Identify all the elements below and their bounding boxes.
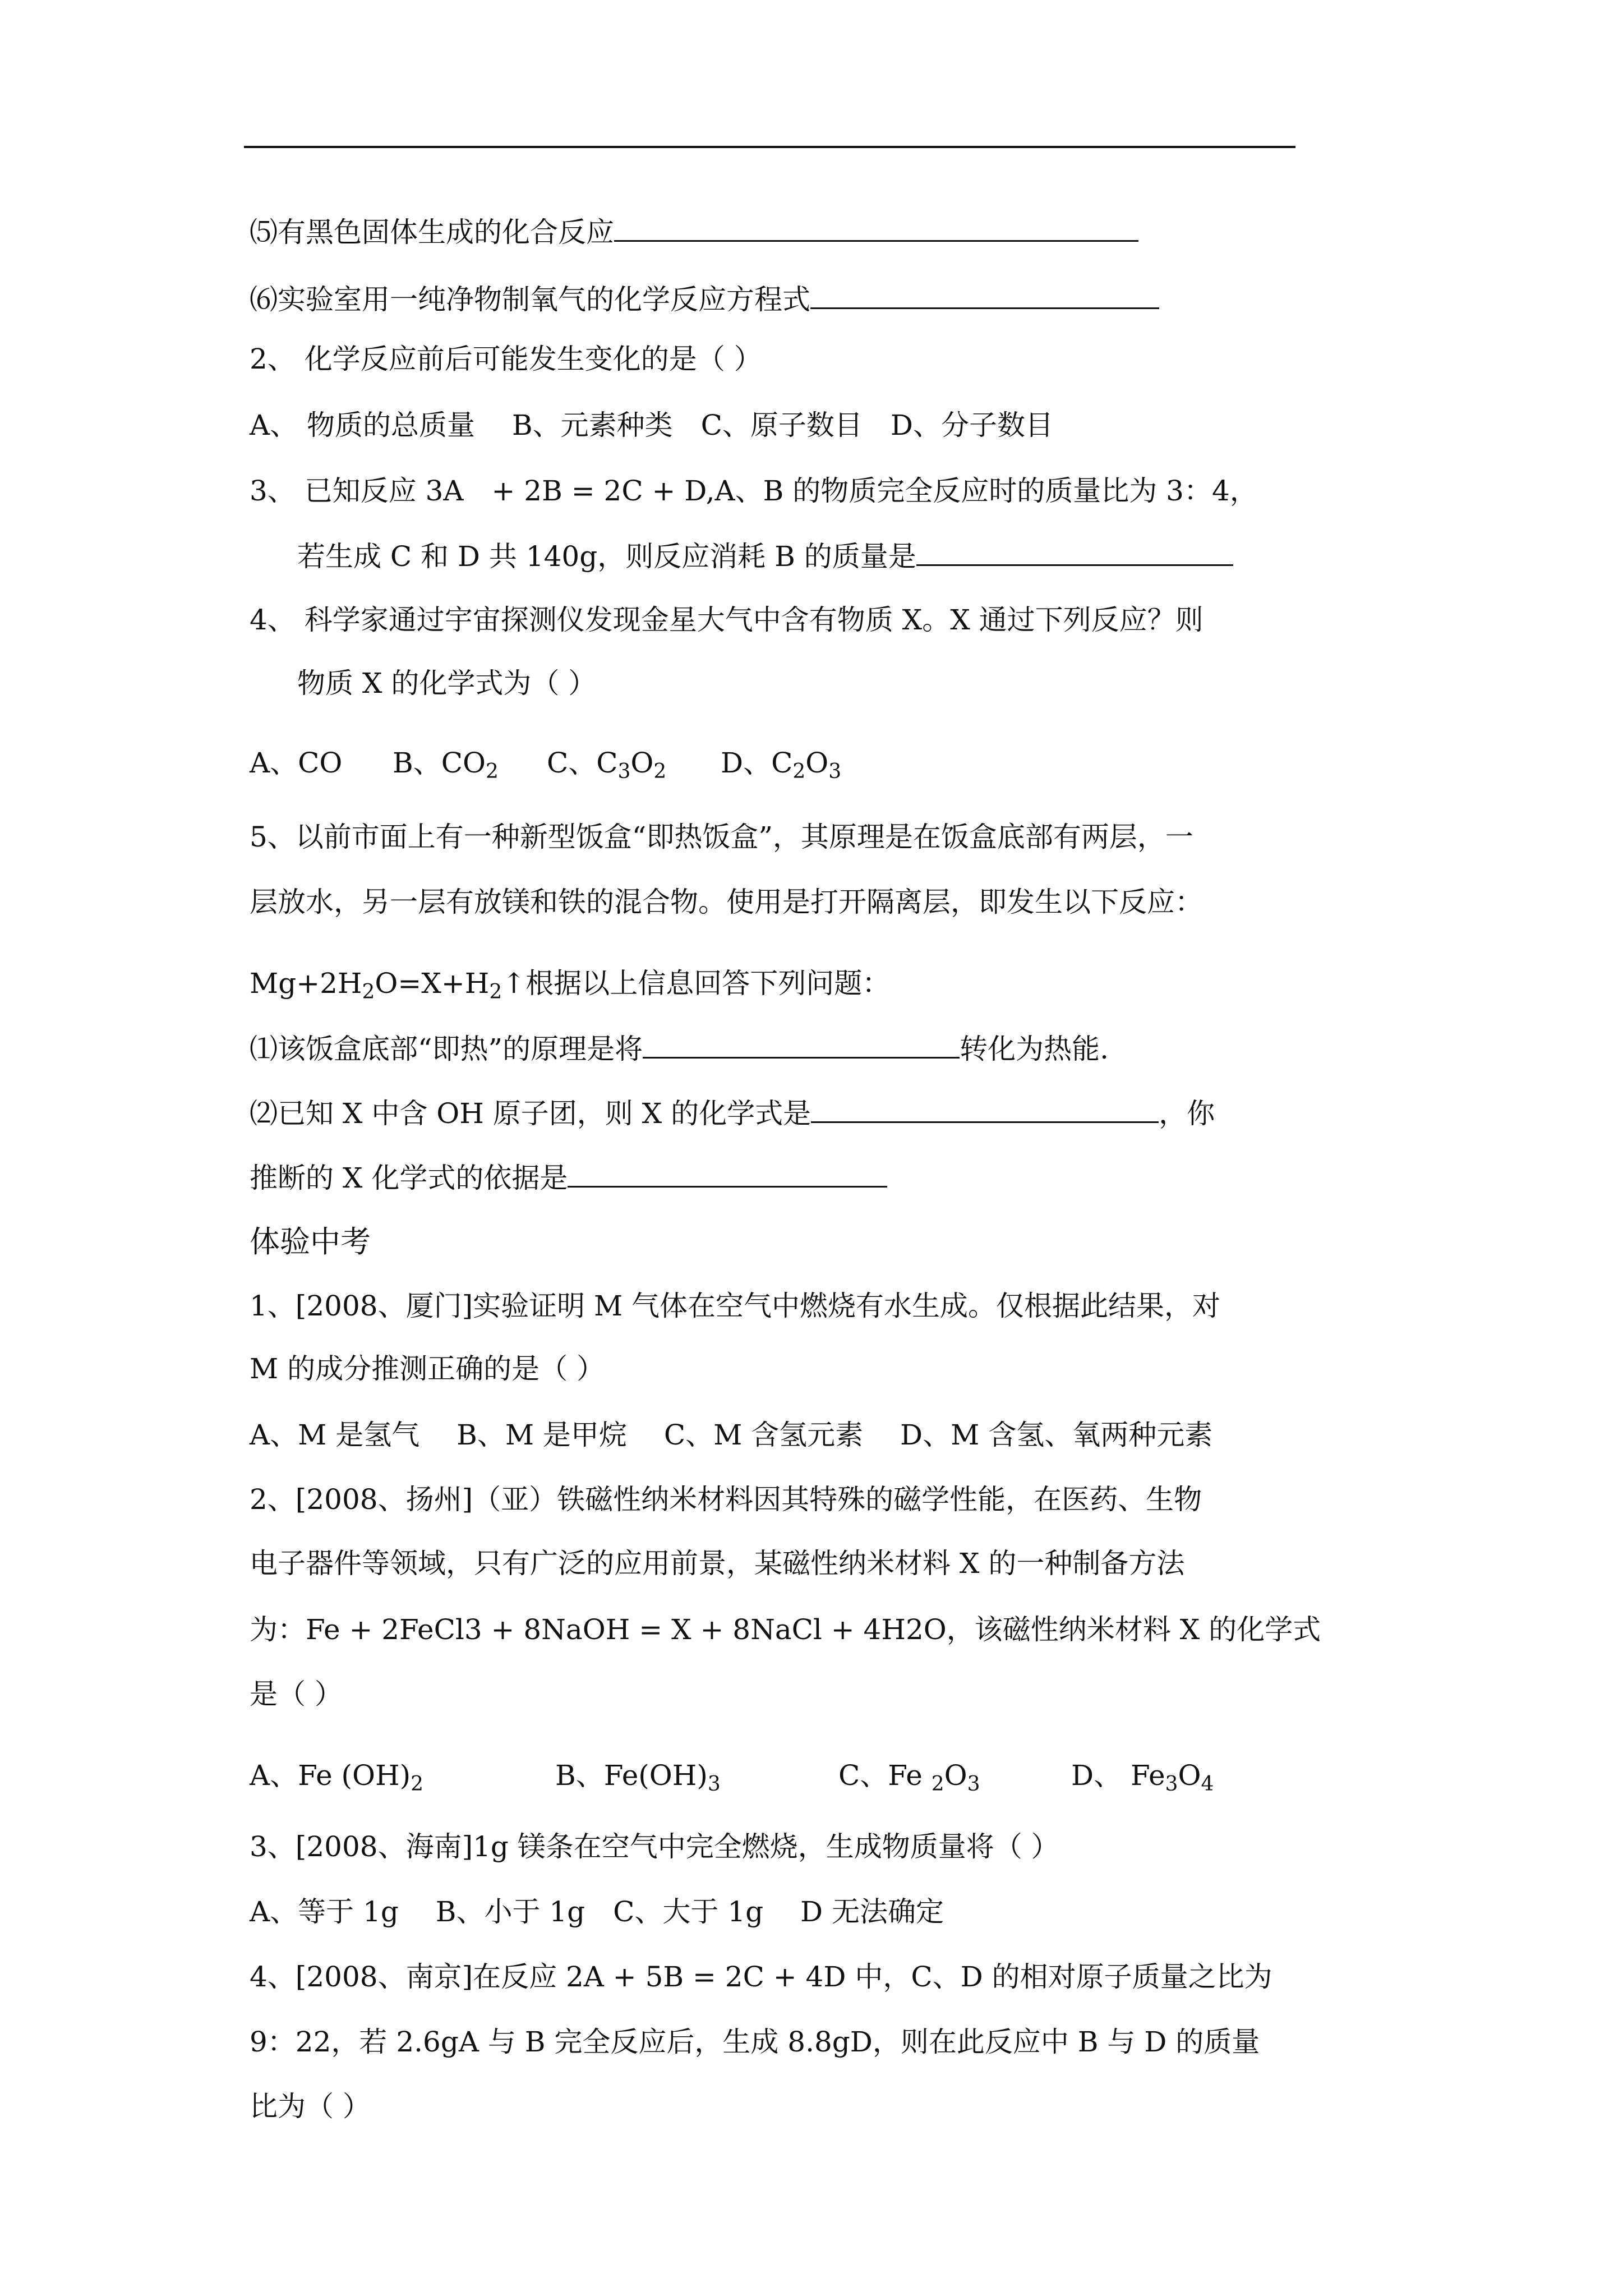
zk1-line1: 1、[2008、厦门]实验证明 M 气体在空气中燃烧有水生成。仅根据此结果，对 [250, 1290, 1221, 1322]
question-6-line [250, 282, 1159, 315]
section-heading: 体验中考 [250, 1224, 371, 1259]
zk4-line2: 9：22，若 2.6gA 与 B 完全反应后，生成 8.8gD，则在此反应中 B 与 D 的质量 [250, 2026, 1260, 2058]
question-text: ，你 [1159, 1097, 1215, 1130]
q5-sub1 [250, 1031, 1109, 1065]
q4-option-b: B、$CO_2$ [393, 747, 499, 783]
q3-line2 [297, 539, 1233, 572]
q5-sub2-line2 [250, 1160, 887, 1194]
answer-blank[interactable] [568, 1160, 887, 1188]
q4-line1: 4、 科学家通过宇宙探测仪发现金星大气中含有物质 X。X 通过下列反应？则 [250, 604, 1204, 636]
question-text: ⑹实验室用一纯净物制氧气的化学反应方程式 [250, 283, 810, 316]
zk2-option-d: D、 $Fe_3O_4$ [1071, 1759, 1214, 1796]
zk2-option-a: A、Fe $(OH)_2$ [250, 1759, 424, 1796]
q4-option-d: D、$C_2O_3$ [721, 747, 842, 783]
question-text: ⑵已知 X 中含 OH 原子团，则 X 的化学式是 [250, 1097, 811, 1130]
q5-sub2 [250, 1096, 1215, 1129]
q5-line2: 层放水，另一层有放镁和铁的混合物。使用是打开隔离层，即发生以下反应： [250, 886, 1203, 918]
zk4-line3: 比为（ ） [250, 2090, 371, 2123]
q2-stem: 2、 化学反应前后可能发生变化的是（ ） [250, 343, 762, 375]
zk4-line1: 4、[2008、南京]在反应 2A + 5B = 2C + 4D 中，C、D 的相对原子质量之比为 [250, 1961, 1272, 1993]
question-text: ⑸有黑色固体生成的化合反应 [250, 216, 614, 249]
q5-line1: 5、以前市面上有一种新型饭盒“即热饭盒”，其原理是在饭盒底部有两层，一 [250, 821, 1193, 853]
zk1-options: A、M 是氢气 B、M 是甲烷 C、M 含氢元素 D、M 含氢、氧两种元素 [250, 1419, 1213, 1451]
header-rule [244, 146, 1295, 148]
zk3-line1: 3、[2008、海南]1g 镁条在空气中完全燃烧，生成物质量将（ ） [250, 1830, 1059, 1863]
answer-blank[interactable] [916, 539, 1233, 566]
zk2-line4: 是（ ） [250, 1678, 343, 1710]
zk1-line2: M 的成分推测正确的是（ ） [250, 1352, 605, 1385]
zk2-option-c: C、Fe $_2O_3$ [838, 1759, 980, 1796]
answer-blank[interactable] [643, 1031, 960, 1059]
q5-equation: $Mg+2H_2O=X+H_2↑$根据以上信息回答下列问题： [250, 967, 891, 1004]
q2-options: A、 物质的总质量 B、元素种类 C、原子数目 D、分子数目 [250, 409, 1053, 441]
q3-line1: 3、 已知反应 3A + 2B = 2C + D,A、B 的物质完全反应时的质量比为 3：4， [250, 475, 1258, 507]
zk2-line1: 2、[2008、扬州]（亚）铁磁性纳米材料因其特殊的磁学性能，在医药、生物 [250, 1483, 1202, 1516]
zk2-line3: 为：Fe + 2FeCl3 + 8NaOH = X + 8NaCl + 4H2O，该磁性纳米材料 X 的化学式 [250, 1613, 1321, 1646]
question-text: 转化为热能. [960, 1033, 1109, 1065]
question-text: 推断的 X 化学式的依据是 [250, 1162, 568, 1194]
q4-option-c: C、$C_3O_2$ [547, 747, 667, 783]
zk2-line2: 电子器件等领域，只有广泛的应用前景，某磁性纳米材料 X 的一种制备方法 [250, 1547, 1185, 1580]
q4-line2: 物质 X 的化学式为（ ） [297, 667, 597, 700]
q4-option-a: A、CO [250, 747, 343, 779]
answer-blank[interactable] [811, 1096, 1159, 1123]
zk3-options: A、等于 1g B、小于 1g C、大于 1g D 无法确定 [250, 1895, 944, 1928]
question-5-line [250, 214, 1138, 248]
zk2-option-b: B、$Fe(OH)_3$ [555, 1759, 721, 1796]
answer-blank[interactable] [810, 282, 1159, 309]
answer-blank[interactable] [614, 214, 1138, 242]
question-text: 若生成 C 和 D 共 140g，则反应消耗 B 的质量是 [297, 540, 916, 573]
question-text: ⑴该饭盒底部“即热”的原理是将 [250, 1033, 643, 1065]
